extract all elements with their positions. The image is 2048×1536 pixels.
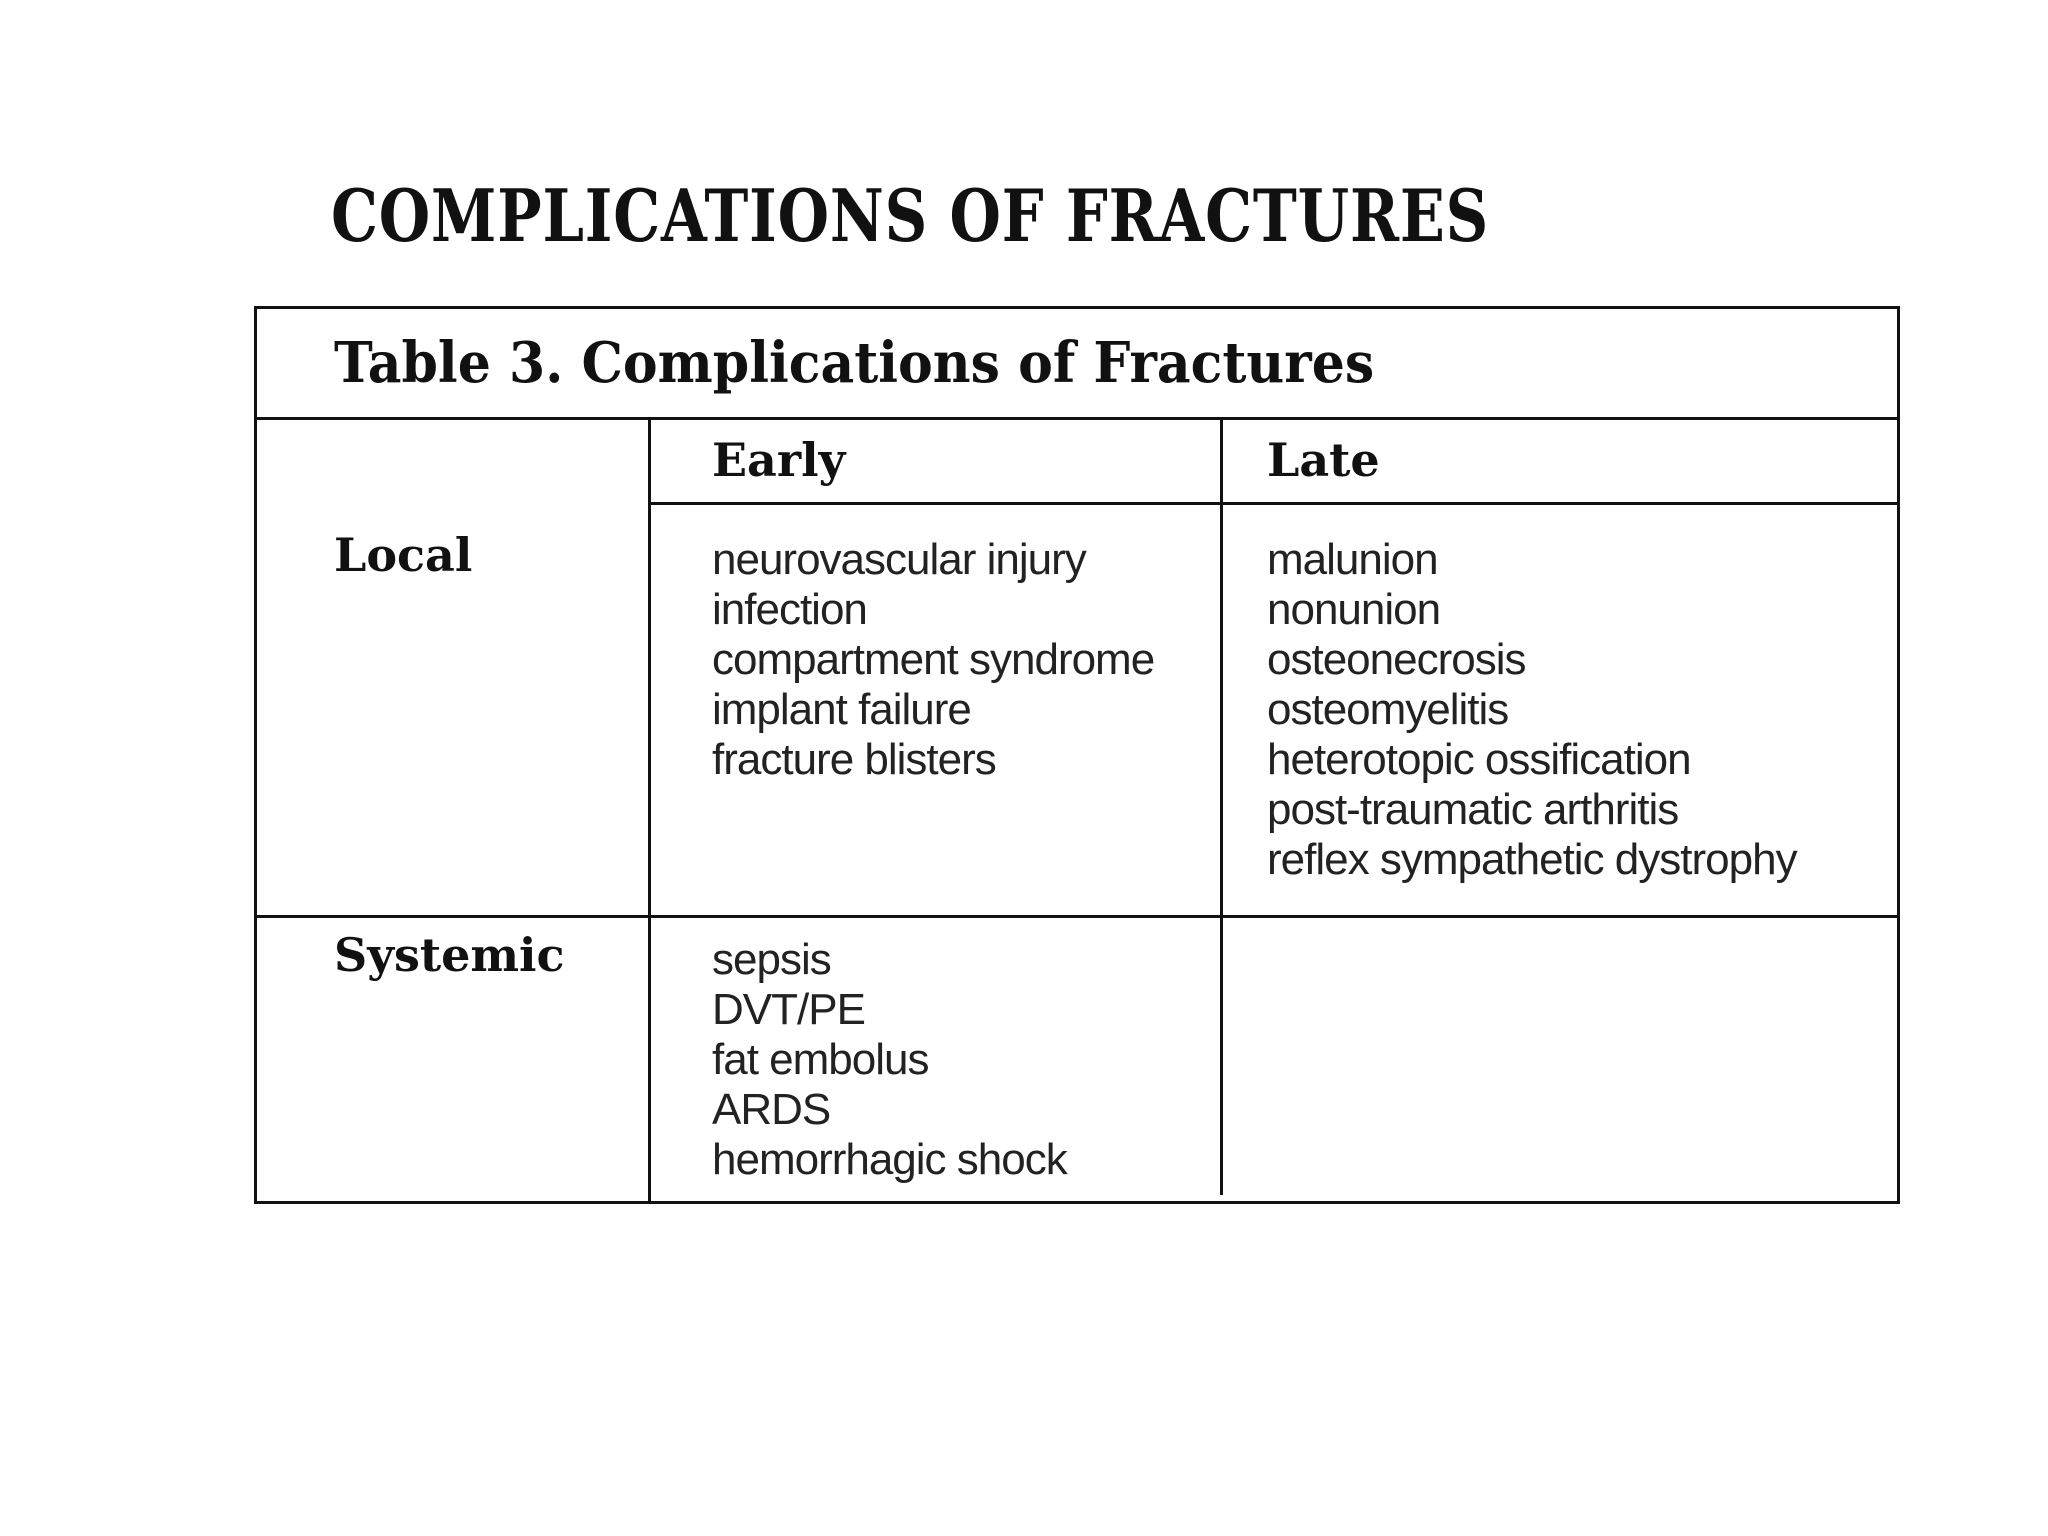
column-header-late: Late [1267, 433, 1380, 487]
table-divider [648, 502, 1897, 505]
list-item: fracture blisters [712, 735, 996, 784]
list-item: fat embolus [712, 1035, 929, 1084]
table-divider [1220, 417, 1223, 1195]
list-item: DVT/PE [712, 985, 865, 1034]
list-item: osteonecrosis [1267, 635, 1526, 684]
row-header-systemic: Systemic [334, 928, 565, 982]
list-item: nonunion [1267, 585, 1441, 634]
list-item: implant failure [712, 685, 971, 734]
list-item: compartment syndrome [712, 635, 1155, 684]
list-item: sepsis [712, 935, 831, 984]
systemic-early-list [712, 935, 1067, 1185]
list-item: ARDS [712, 1085, 831, 1134]
list-item: heterotopic ossification [1267, 735, 1691, 784]
local-late-list [1267, 535, 1797, 885]
list-item: hemorrhagic shock [712, 1135, 1067, 1184]
page-title: COMPLICATIONS OF FRACTURES [331, 173, 1490, 258]
list-item: osteomyelitis [1267, 685, 1509, 734]
list-item: infection [712, 585, 867, 634]
local-early-list [712, 535, 1154, 785]
list-item: reflex sympathetic dystrophy [1267, 835, 1797, 884]
table-divider [648, 417, 651, 1201]
row-header-local: Local [334, 528, 473, 582]
column-header-early: Early [712, 433, 846, 487]
table-divider [257, 915, 1897, 918]
complications-table [254, 306, 1900, 1204]
list-item: post-traumatic arthritis [1267, 785, 1679, 834]
table-divider [257, 417, 1897, 420]
list-item: neurovascular injury [712, 535, 1086, 584]
list-item: malunion [1267, 535, 1438, 584]
table-caption: Table 3. Complications of Fractures [334, 330, 1375, 396]
